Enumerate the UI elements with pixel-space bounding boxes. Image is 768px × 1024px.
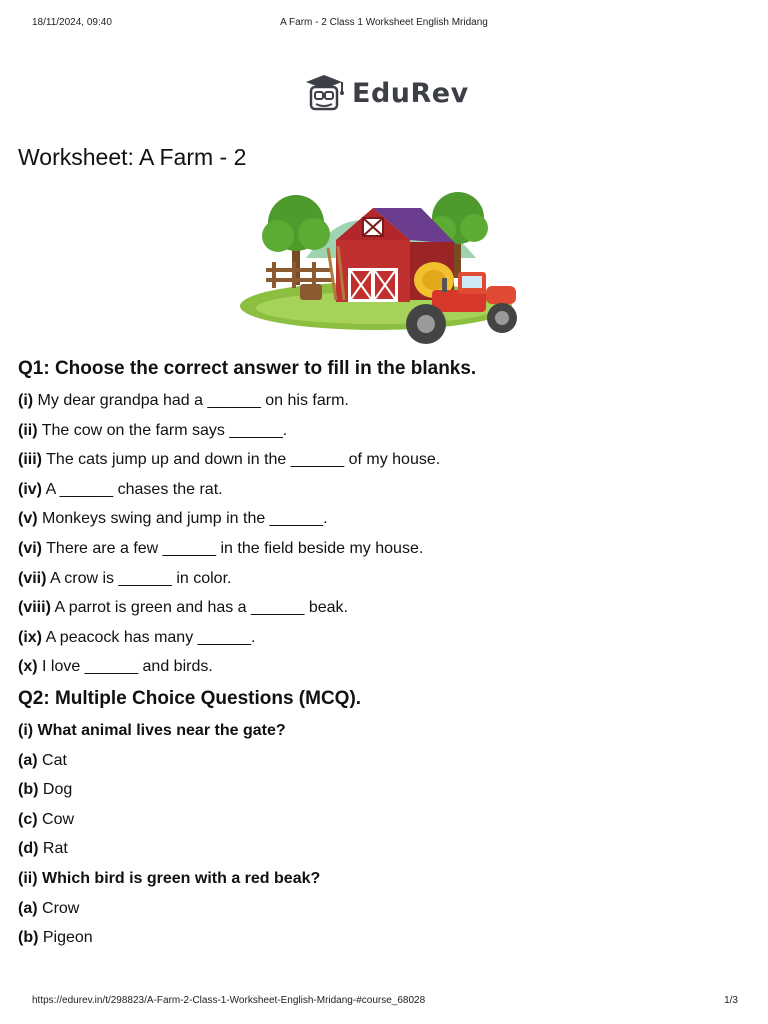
q2-list <box>18 716 748 953</box>
option-text: Cat <box>37 751 67 769</box>
mcq-option <box>18 805 748 835</box>
option-label: (a) <box>18 899 38 917</box>
item-number: (iv) <box>18 480 42 498</box>
option-label: (d) <box>18 840 39 858</box>
item-text: A crow is ______ in color. <box>46 569 232 587</box>
edurev-logo[interactable] <box>302 73 469 113</box>
q1-item <box>18 504 748 534</box>
page-url[interactable]: https://edurev.in/t/298823/A-Farm-2-Class-1-Worksheet-English-Mridang-#course_68028 <box>32 995 426 1006</box>
option-label: (b) <box>18 929 39 947</box>
item-number: (v) <box>18 510 38 528</box>
item-text: Monkeys swing and jump in the ______. <box>37 510 328 528</box>
item-text: There are a few ______ in the field beside my house. <box>42 539 424 557</box>
option-text: Crow <box>37 899 80 917</box>
item-number: (iii) <box>18 451 42 469</box>
mcq-option <box>18 834 748 864</box>
item-number: (ix) <box>18 628 42 646</box>
option-text: Rat <box>38 840 68 858</box>
item-number: (vii) <box>18 569 47 587</box>
q1-item <box>18 445 748 475</box>
print-footer <box>0 995 768 1009</box>
q1-item <box>18 564 748 594</box>
q1-item <box>18 386 748 416</box>
item-number: (ii) <box>18 421 38 439</box>
item-text: My dear grandpa had a ______ on his farm. <box>33 392 349 409</box>
item-text: A peacock has many ______. <box>42 628 256 646</box>
item-text: The cow on the farm says ______. <box>37 421 288 439</box>
q1-list <box>18 386 748 682</box>
item-text: The cats jump up and down in the ______ of my house. <box>42 451 441 469</box>
q1-item <box>18 475 748 505</box>
item-number: (i) <box>18 392 34 409</box>
item-number: (x) <box>18 658 38 676</box>
q2-heading: Q2: Multiple Choice Questions (MCQ). <box>18 687 362 709</box>
graduation-cap-logo-icon <box>302 73 346 113</box>
option-label: (c) <box>18 810 38 828</box>
mcq-option <box>18 746 748 776</box>
q1-item <box>18 623 748 653</box>
q1-item <box>18 416 748 446</box>
q1-item <box>18 593 748 623</box>
mcq-option <box>18 923 748 953</box>
q1-item <box>18 652 748 682</box>
option-text: Cow <box>37 810 75 828</box>
option-text: Dog <box>38 781 73 799</box>
q1-item <box>18 534 748 564</box>
print-header <box>0 17 768 31</box>
worksheet-title: Worksheet: A Farm - 2 <box>18 144 247 170</box>
item-text: A parrot is green and has a ______ beak. <box>50 599 348 617</box>
item-text: A ______ chases the rat. <box>42 480 223 498</box>
option-text: Pigeon <box>38 929 93 947</box>
worksheet-content <box>18 352 748 953</box>
q1-heading: Q1: Choose the correct answer to fill in the blanks. <box>18 358 477 379</box>
print-datetime: 18/11/2024, 09:40 <box>32 17 112 28</box>
logo-text: EduRev <box>352 77 469 109</box>
page-number: 1/3 <box>724 995 738 1006</box>
mcq-question: (i) What animal lives near the gate? <box>18 721 286 739</box>
mcq-option <box>18 775 748 805</box>
mcq-option <box>18 894 748 924</box>
option-label: (b) <box>18 781 39 799</box>
print-title: A Farm - 2 Class 1 Worksheet English Mridang <box>280 17 488 28</box>
mcq-question: (ii) Which bird is green with a red beak? <box>18 869 321 887</box>
item-number: (viii) <box>18 599 51 617</box>
item-text: I love ______ and birds. <box>37 658 213 676</box>
option-label: (a) <box>18 751 38 769</box>
farm-barn-tractor-illustration <box>236 188 532 348</box>
item-number: (vi) <box>18 539 42 557</box>
